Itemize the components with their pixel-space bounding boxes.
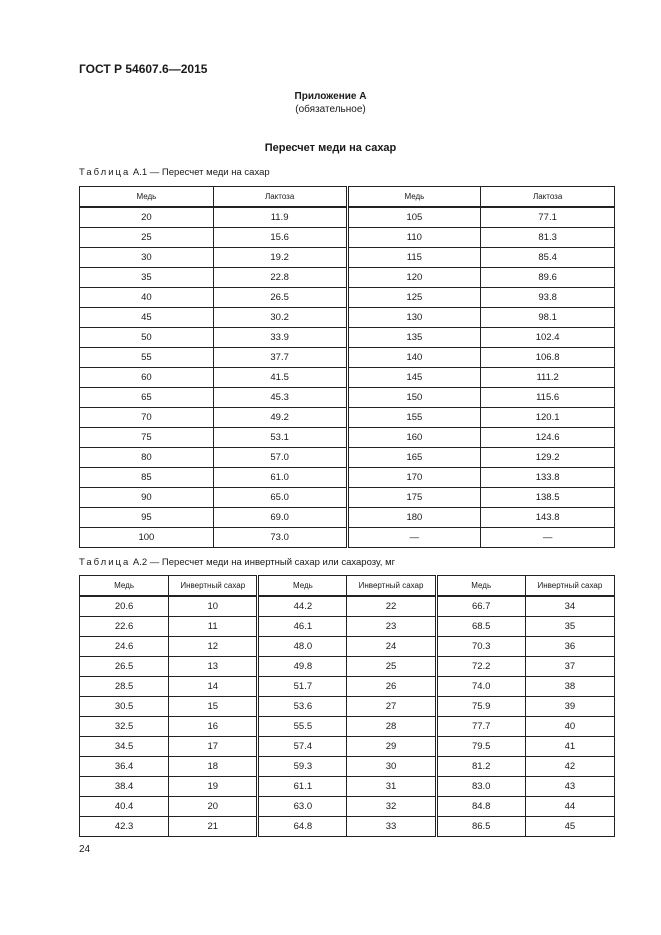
table-cell: 53.6 bbox=[258, 697, 347, 717]
table-cell: 20 bbox=[169, 797, 258, 817]
table-cell: 24 bbox=[347, 637, 436, 657]
table-row bbox=[80, 388, 615, 408]
table-cell: 180 bbox=[347, 508, 481, 528]
table-row bbox=[80, 596, 615, 617]
table-cell: 49.2 bbox=[213, 408, 347, 428]
table1-caption-text: А.1 — Пересчет меди на сахар bbox=[132, 167, 270, 178]
table-cell: 120.1 bbox=[481, 408, 615, 428]
table-cell: 28.5 bbox=[80, 677, 169, 697]
table-cell: 61.1 bbox=[258, 777, 347, 797]
table1-caption bbox=[79, 167, 270, 178]
table-cell: 32.5 bbox=[80, 717, 169, 737]
table-row bbox=[80, 737, 615, 757]
table-cell: 30 bbox=[347, 757, 436, 777]
table1-header-cell: Лактоза bbox=[213, 187, 347, 208]
table-cell: 15 bbox=[169, 697, 258, 717]
table-cell: 61.0 bbox=[213, 468, 347, 488]
table-cell: 115.6 bbox=[481, 388, 615, 408]
table-row bbox=[80, 617, 615, 637]
table-cell: 111.2 bbox=[481, 368, 615, 388]
standard-code: ГОСТ Р 54607.6—2015 bbox=[79, 62, 208, 76]
table-cell: 110 bbox=[347, 228, 481, 248]
table-cell: 57.4 bbox=[258, 737, 347, 757]
table-cell: 81.2 bbox=[436, 757, 525, 777]
annex-title: Пересчет меди на сахар bbox=[264, 142, 397, 154]
table-cell: 39 bbox=[525, 697, 614, 717]
table-cell: 21 bbox=[169, 817, 258, 837]
annex-heading bbox=[0, 90, 661, 116]
table1-header-cell: Медь bbox=[80, 187, 214, 208]
table-cell: 57.0 bbox=[213, 448, 347, 468]
table-cell: — bbox=[347, 528, 481, 548]
table-cell: 145 bbox=[347, 368, 481, 388]
table-cell: 85 bbox=[80, 468, 214, 488]
table-cell: 69.0 bbox=[213, 508, 347, 528]
table-cell: 129.2 bbox=[481, 448, 615, 468]
table-cell: 13 bbox=[169, 657, 258, 677]
table-cell: 98.1 bbox=[481, 308, 615, 328]
table-cell: 14 bbox=[169, 677, 258, 697]
table-cell: 48.0 bbox=[258, 637, 347, 657]
table-cell: 42 bbox=[525, 757, 614, 777]
table-cell: 63.0 bbox=[258, 797, 347, 817]
table-cell: 125 bbox=[347, 288, 481, 308]
table2-header-cell: Инвертный сахар bbox=[169, 576, 258, 597]
table-cell: 45.3 bbox=[213, 388, 347, 408]
table-cell: 42.3 bbox=[80, 817, 169, 837]
table-cell: 29 bbox=[347, 737, 436, 757]
table-row bbox=[80, 448, 615, 468]
copper-lactose-table bbox=[79, 186, 615, 548]
table-cell: 120 bbox=[347, 268, 481, 288]
table-cell: 20.6 bbox=[80, 596, 169, 617]
table2-caption bbox=[79, 557, 395, 568]
table-cell: 53.1 bbox=[213, 428, 347, 448]
table-row bbox=[80, 207, 615, 228]
table-cell: 40.4 bbox=[80, 797, 169, 817]
table-cell: 75.9 bbox=[436, 697, 525, 717]
table-cell: 30 bbox=[80, 248, 214, 268]
table-cell: 100 bbox=[80, 528, 214, 548]
table-row bbox=[80, 488, 615, 508]
table-row bbox=[80, 268, 615, 288]
table-cell: 12 bbox=[169, 637, 258, 657]
table-row bbox=[80, 228, 615, 248]
table-row bbox=[80, 468, 615, 488]
annex-label: Приложение А bbox=[294, 91, 367, 102]
table-cell: 22.8 bbox=[213, 268, 347, 288]
annex-status: (обязательное) bbox=[295, 104, 366, 115]
table-row bbox=[80, 637, 615, 657]
table-cell: 44 bbox=[525, 797, 614, 817]
table-row bbox=[80, 757, 615, 777]
table-cell: 32 bbox=[347, 797, 436, 817]
table-cell: 130 bbox=[347, 308, 481, 328]
table-cell: 24.6 bbox=[80, 637, 169, 657]
table2-header-cell: Медь bbox=[80, 576, 169, 597]
table-cell: 80 bbox=[80, 448, 214, 468]
table-row bbox=[80, 697, 615, 717]
table-cell: 68.5 bbox=[436, 617, 525, 637]
table-cell: 43 bbox=[525, 777, 614, 797]
table-cell: 70 bbox=[80, 408, 214, 428]
table-cell: 19 bbox=[169, 777, 258, 797]
table-row bbox=[80, 528, 615, 548]
copper-invert-sugar-table bbox=[79, 575, 615, 837]
table-cell: 85.4 bbox=[481, 248, 615, 268]
table-cell: 31 bbox=[347, 777, 436, 797]
table-cell: 59.3 bbox=[258, 757, 347, 777]
table1-header-cell: Медь bbox=[347, 187, 481, 208]
table2-header-cell: Медь bbox=[436, 576, 525, 597]
table1-header-cell: Лактоза bbox=[481, 187, 615, 208]
table-cell: 160 bbox=[347, 428, 481, 448]
table-cell: 33.9 bbox=[213, 328, 347, 348]
table-cell: 73.0 bbox=[213, 528, 347, 548]
table-cell: 45 bbox=[525, 817, 614, 837]
table-cell: 133.8 bbox=[481, 468, 615, 488]
table-cell: 17 bbox=[169, 737, 258, 757]
table-row bbox=[80, 508, 615, 528]
table-cell: 26.5 bbox=[80, 657, 169, 677]
table-cell: 102.4 bbox=[481, 328, 615, 348]
table-row bbox=[80, 288, 615, 308]
table2-caption-prefix: Таблица bbox=[79, 557, 131, 568]
table-cell: 35 bbox=[80, 268, 214, 288]
table-cell: 11 bbox=[169, 617, 258, 637]
table-cell: 36 bbox=[525, 637, 614, 657]
table-row bbox=[80, 248, 615, 268]
table-cell: 66.7 bbox=[436, 596, 525, 617]
table-row bbox=[80, 657, 615, 677]
table-cell: 44.2 bbox=[258, 596, 347, 617]
table-cell: 143.8 bbox=[481, 508, 615, 528]
page-number: 24 bbox=[79, 844, 91, 855]
table-cell: 10 bbox=[169, 596, 258, 617]
table-cell: 55 bbox=[80, 348, 214, 368]
table-cell: 37.7 bbox=[213, 348, 347, 368]
table-cell: 165 bbox=[347, 448, 481, 468]
table-cell: 26 bbox=[347, 677, 436, 697]
table-cell: 84.8 bbox=[436, 797, 525, 817]
table-cell: 40 bbox=[80, 288, 214, 308]
table-cell: 28 bbox=[347, 717, 436, 737]
table-row bbox=[80, 348, 615, 368]
table-cell: 55.5 bbox=[258, 717, 347, 737]
table-row bbox=[80, 717, 615, 737]
table2-header-cell: Медь bbox=[258, 576, 347, 597]
table-cell: 33 bbox=[347, 817, 436, 837]
table-cell: 11.9 bbox=[213, 207, 347, 228]
table-cell: 38.4 bbox=[80, 777, 169, 797]
table-row bbox=[80, 777, 615, 797]
table-cell: 60 bbox=[80, 368, 214, 388]
table-cell: 19.2 bbox=[213, 248, 347, 268]
table-cell: 75 bbox=[80, 428, 214, 448]
table-cell: 115 bbox=[347, 248, 481, 268]
table-cell: 140 bbox=[347, 348, 481, 368]
table-cell: 16 bbox=[169, 717, 258, 737]
table-cell: 90 bbox=[80, 488, 214, 508]
table-cell: 20 bbox=[80, 207, 214, 228]
table-cell: 89.6 bbox=[481, 268, 615, 288]
table2-header-cell: Инвертный сахар bbox=[525, 576, 614, 597]
table-cell: 155 bbox=[347, 408, 481, 428]
table-cell: 175 bbox=[347, 488, 481, 508]
table-row bbox=[80, 428, 615, 448]
table-row bbox=[80, 308, 615, 328]
table-cell: 38 bbox=[525, 677, 614, 697]
table-cell: 83.0 bbox=[436, 777, 525, 797]
table2-caption-text: А.2 — Пересчет меди на инвертный сахар или сахарозу, мг bbox=[132, 557, 396, 568]
table-cell: 46.1 bbox=[258, 617, 347, 637]
table-cell: 22.6 bbox=[80, 617, 169, 637]
table-row bbox=[80, 408, 615, 428]
table-cell: 27 bbox=[347, 697, 436, 717]
table-row bbox=[80, 677, 615, 697]
table-cell: 70.3 bbox=[436, 637, 525, 657]
table-cell: 41 bbox=[525, 737, 614, 757]
table-cell: 65.0 bbox=[213, 488, 347, 508]
table-cell: 105 bbox=[347, 207, 481, 228]
table-cell: 170 bbox=[347, 468, 481, 488]
table-cell: 34.5 bbox=[80, 737, 169, 757]
table1-header-row bbox=[80, 187, 615, 208]
table-cell: 40 bbox=[525, 717, 614, 737]
table2-header-cell: Инвертный сахар bbox=[347, 576, 436, 597]
table-cell: 95 bbox=[80, 508, 214, 528]
table-cell: 34 bbox=[525, 596, 614, 617]
table-cell: 135 bbox=[347, 328, 481, 348]
table-cell: 106.8 bbox=[481, 348, 615, 368]
table-cell: 86.5 bbox=[436, 817, 525, 837]
table-cell: 77.1 bbox=[481, 207, 615, 228]
table-cell: 23 bbox=[347, 617, 436, 637]
table-cell: — bbox=[481, 528, 615, 548]
table-cell: 22 bbox=[347, 596, 436, 617]
table-cell: 25 bbox=[347, 657, 436, 677]
table-cell: 18 bbox=[169, 757, 258, 777]
table-cell: 77.7 bbox=[436, 717, 525, 737]
table-cell: 45 bbox=[80, 308, 214, 328]
table-cell: 36.4 bbox=[80, 757, 169, 777]
table-cell: 30.5 bbox=[80, 697, 169, 717]
table-cell: 35 bbox=[525, 617, 614, 637]
table-row bbox=[80, 817, 615, 837]
table-cell: 15.6 bbox=[213, 228, 347, 248]
table-cell: 65 bbox=[80, 388, 214, 408]
table-cell: 37 bbox=[525, 657, 614, 677]
table-cell: 74.0 bbox=[436, 677, 525, 697]
table-cell: 72.2 bbox=[436, 657, 525, 677]
table-cell: 51.7 bbox=[258, 677, 347, 697]
table-cell: 30.2 bbox=[213, 308, 347, 328]
table-row bbox=[80, 797, 615, 817]
table-cell: 50 bbox=[80, 328, 214, 348]
table-cell: 26.5 bbox=[213, 288, 347, 308]
table-cell: 81.3 bbox=[481, 228, 615, 248]
table-cell: 150 bbox=[347, 388, 481, 408]
table-cell: 138.5 bbox=[481, 488, 615, 508]
table-cell: 64.8 bbox=[258, 817, 347, 837]
table-cell: 25 bbox=[80, 228, 214, 248]
table2-header-row bbox=[80, 576, 615, 597]
table-row bbox=[80, 368, 615, 388]
table-cell: 79.5 bbox=[436, 737, 525, 757]
table-cell: 124.6 bbox=[481, 428, 615, 448]
table-cell: 93.8 bbox=[481, 288, 615, 308]
table1-caption-prefix: Таблица bbox=[79, 167, 131, 178]
table-row bbox=[80, 328, 615, 348]
table-cell: 41.5 bbox=[213, 368, 347, 388]
table-cell: 49.8 bbox=[258, 657, 347, 677]
